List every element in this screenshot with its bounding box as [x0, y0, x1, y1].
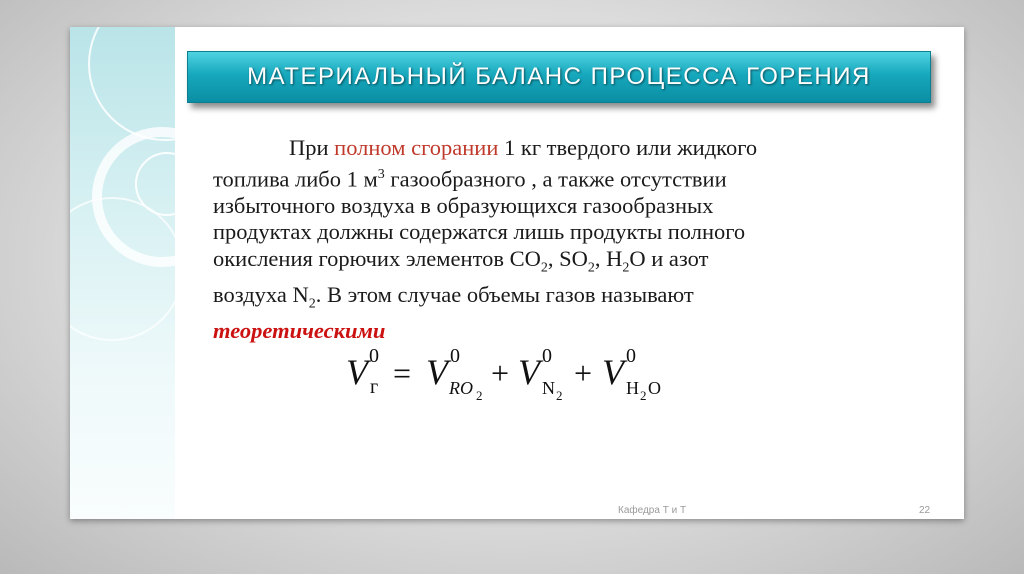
- formula-plus-2: +: [574, 355, 593, 391]
- text-run: 1 кг твердого или жидкого: [498, 135, 758, 160]
- formula-term2-sub2: 2: [556, 388, 563, 403]
- formula-term2-sup: 0: [542, 345, 552, 367]
- key-term: теоретическими: [213, 317, 386, 343]
- text-run: O и азот: [629, 245, 709, 271]
- paragraph-line-4: продуктах должны содержатся лишь продукты полного: [213, 219, 746, 244]
- volume-formula: [346, 342, 706, 412]
- superscript: 3: [377, 166, 385, 182]
- decorative-circle: [70, 197, 175, 341]
- text-run: . В этом случае объемы газов называют: [315, 281, 694, 307]
- paragraph-line-6: [213, 282, 913, 318]
- formula-term2-sub: N: [542, 378, 555, 398]
- text-run: , SO: [547, 245, 588, 271]
- subscript: 2: [540, 260, 548, 275]
- subscript: 2: [308, 296, 316, 311]
- highlighted-phrase: полном сгорании: [334, 135, 499, 160]
- paragraph-line-1: [213, 135, 913, 162]
- body-paragraph: [213, 135, 913, 344]
- formula-term3-sup: 0: [626, 345, 636, 367]
- formula-term1-sub2: 2: [476, 388, 483, 403]
- formula-term1-var: V: [426, 352, 448, 392]
- title-bar: [187, 51, 931, 103]
- footer-department: Кафедра Т и Т: [618, 505, 687, 516]
- paragraph-line-2: [213, 162, 913, 193]
- formula-lhs-var: V: [346, 352, 368, 392]
- text-run: топлива либо 1 м: [213, 166, 378, 191]
- formula-term1-sup: 0: [450, 345, 460, 367]
- text-run: окисления горючих элементов CO: [213, 245, 541, 271]
- formula-term3-var: V: [602, 352, 624, 392]
- formula-equals: =: [393, 355, 412, 391]
- formula-lhs-sub: г: [370, 376, 379, 398]
- decorative-side-panel: [70, 27, 175, 519]
- text-run: , H: [594, 245, 623, 271]
- slide-page-number: 22: [919, 505, 931, 516]
- subscript: 2: [587, 260, 595, 275]
- formula-term3-sub-b: O: [648, 378, 661, 398]
- formula-term2-var: V: [518, 352, 540, 392]
- text-run: воздуха N: [213, 281, 309, 307]
- subscript: 2: [622, 260, 630, 275]
- paragraph-line-5: [213, 246, 913, 282]
- formula-term1-sub: RO: [449, 378, 473, 398]
- paragraph-line-3: избыточного воздуха в образующихся газообразных: [213, 192, 714, 218]
- decorative-circle: [88, 27, 175, 141]
- slide-title: МАТЕРИАЛЬНЫЙ БАЛАНС ПРОЦЕССА ГОРЕНИЯ: [247, 63, 871, 90]
- formula-term3-sub-a: H: [626, 378, 639, 398]
- formula-lhs-sup: 0: [369, 345, 379, 367]
- formula-plus-1: +: [491, 355, 510, 391]
- formula-svg: [346, 342, 706, 412]
- formula-term3-sub-2: 2: [640, 388, 647, 403]
- text-run: При: [289, 135, 335, 160]
- slide: [70, 27, 964, 519]
- text-run: газообразного , а также отсутствии: [384, 166, 727, 191]
